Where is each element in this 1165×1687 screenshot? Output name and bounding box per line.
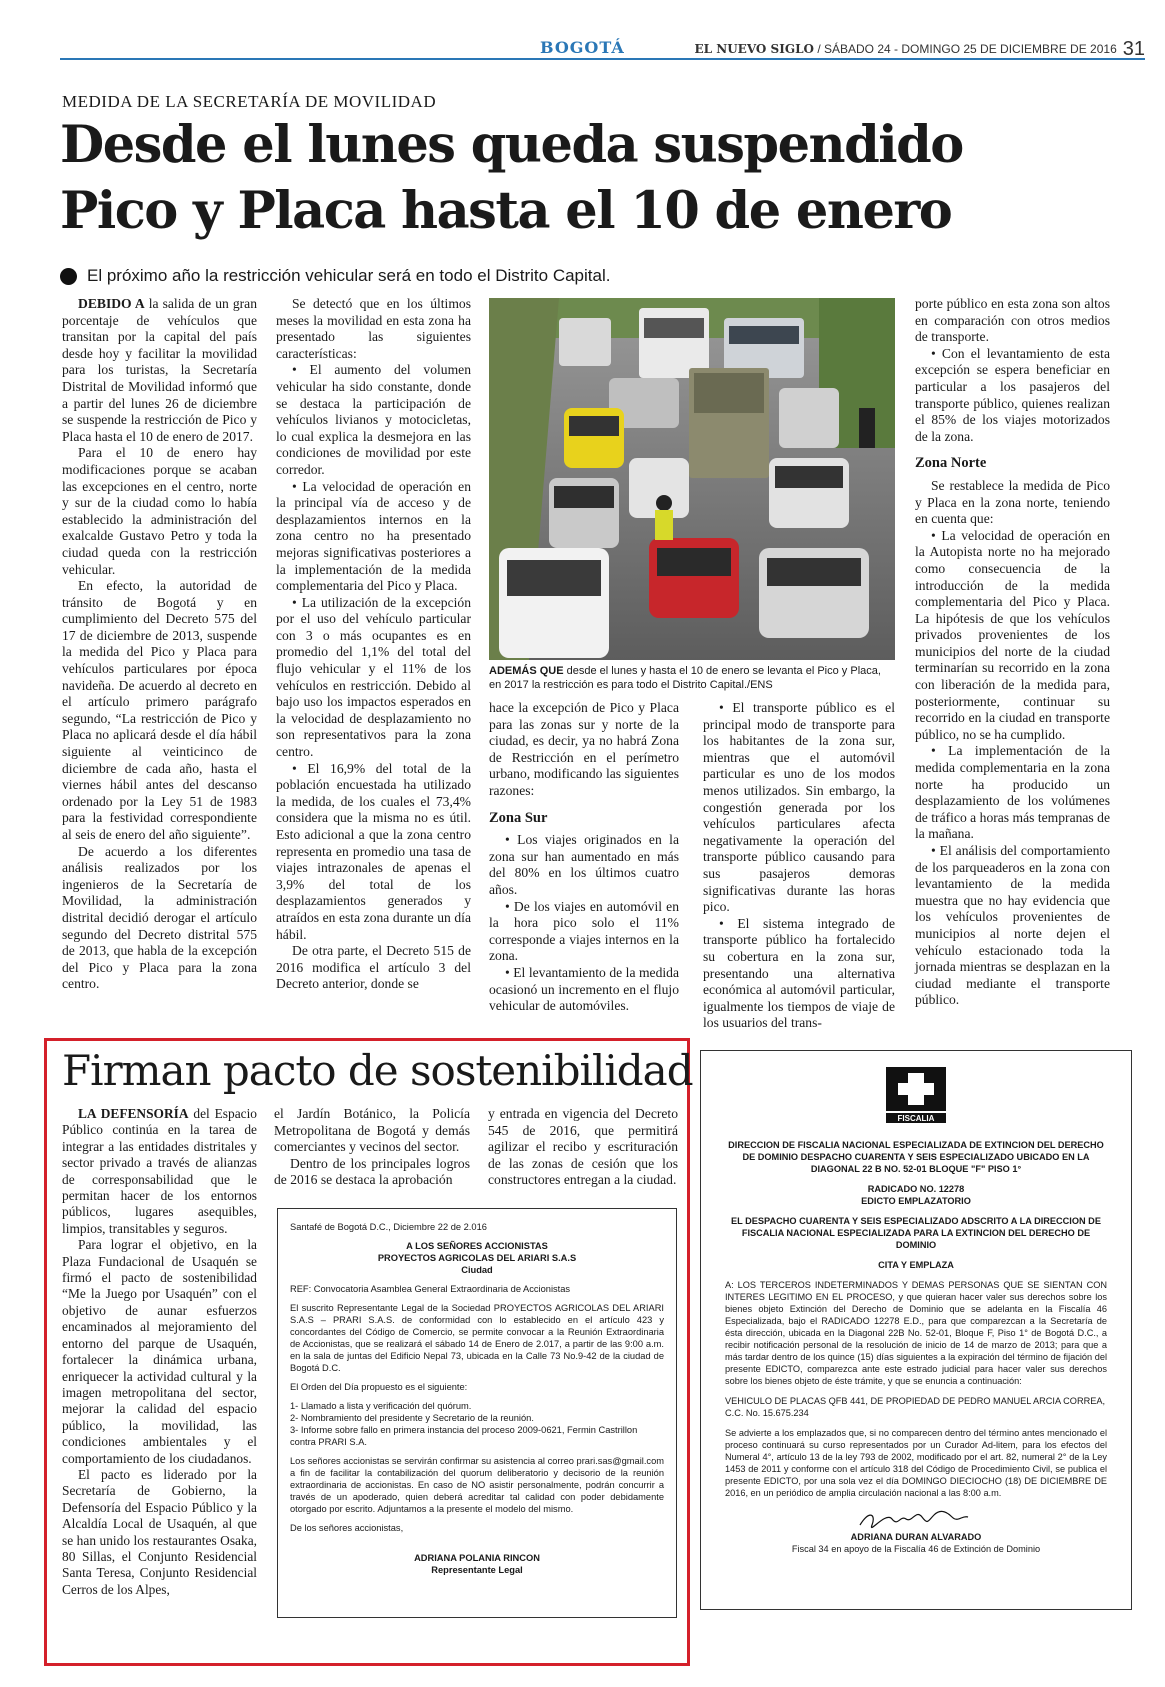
article-column-1: [62, 296, 257, 993]
photo-caption: ADEMÁS QUE desde el lunes y hasta el 10 de enero se levanta el Pico y Placa, en 2017 la restricción es para todo el Distrito Capital./ENS: [489, 665, 881, 691]
notice-body-2: Los señores accionistas se servirán confirmar su asistencia al correo prari.sas@gmail.com a fin de facilitar la contabilización del quorum deliberatorio y decisorio de la reunión extraordinaria de accionistas. En caso de NO asistir personalmente, podrán concurrir a través de un apoderado, quien deberá acreditar tal calidad con poder debidamente otorgado por escrito. Adjuntamos a la presente el modelo del mismo.: [290, 1456, 664, 1514]
sustainability-column-3: [488, 1106, 678, 1189]
edict-body-2: Se advierte a los emplazados que, si no comparecen dentro del término antes mencionado el proceso continuará su curso representados por un Curador Ad-litem, para los efectos del Numeral 4°, artículo 13 de la ley 793 de 2002, modificado por el art. 82, numeral 2° de la Ley 1453 de 2011 y conforme con el artículo 318 del Código de Procedimiento Civil, se publica el presente EDICTO, por una sola vez el día DOMINGO DIECIOCHO (18) DE DICIEMBRE DE 2016, en un periódico de amplia circulación nacional a las 8:00 a.m.: [725, 1428, 1107, 1498]
bullet-icon: [60, 268, 77, 285]
issue-date: / SÁBADO 24 - DOMINGO 25 DE DICIEMBRE DE 2016: [817, 42, 1117, 56]
fiscalia-edict: [700, 1050, 1132, 1610]
edict-role: Fiscal 34 en apoyo de la Fiscalía 46 de Extinción de Dominio: [791, 1544, 1041, 1554]
logo-text: FISCALIA: [897, 1114, 935, 1123]
article-kicker: MEDIDA DE LA SECRETARÍA DE MOVILIDAD: [62, 92, 437, 111]
paragraph: LA DEFENSORÍA del Espacio Público continúa en la tarea de integrar a las entidades distritales y sector privado a través de alianzas de corresponsabilidad que le permitan hacer de los entornos públicos, lugares asequibles, limpios, transitables y seguros.: [62, 1106, 257, 1236]
bullet-item: • La velocidad de operación en la Autopista norte no ha mejorado como consecuencia de la introducción de la medida complementaria del Pico y Placa. La hipótesis de que los vehículos privados provenientes de los municipios del norte de la ciudad terminarían su recorrido en la zona con liberación de la medida para, posteriormente, continuar su recorrido en la ciudad en transporte público, no se ha cumplido.: [915, 527, 1110, 742]
subheading: Zona Sur: [489, 809, 548, 826]
subheading: Zona Norte: [915, 455, 987, 472]
edict-body: A: LOS TERCEROS INDETERMINADOS Y DEMAS PERSONAS QUE SE SIENTAN CON INTERES LEGITIMO EN EL PROCESO, y que quieran hacer valer sus derechos sobre los bienes objeto Extinción del Derecho de Dominio que se adelanta en la Fiscalía 46 Especializada, bajo el RADICADO 12278 E.D., para que comparezcan a la Secretaría de ésta dirección, ubicada en la Diagonal 22B No. 52-01, Bloque F, Piso 1° de Bogotá D.C., a recibir notificación personal de la resolución de inicio de 14 de marzo de 2013; para que a más tardar dentro de los quince (15) días siguientes a la expiración del término de fijación del presente EDICTO, comparezca ante este estrado judicial para hacer valer sus derechos sobre los bienes objeto de éste trámite, y que se enuncia a continuación:: [725, 1280, 1107, 1386]
notice-to-3: Ciudad: [461, 1265, 493, 1275]
bullet-item: • El aumento del volumen vehicular ha sido constante, donde se destaca la participación de vehículos livianos y motocicletas, lo cual explica la desmejora en las condiciones de movilidad por este corredor.: [276, 362, 471, 477]
notice-close: De los señores accionistas,: [290, 1523, 404, 1533]
edict-heading-2: EL DESPACHO CUARENTA Y SEIS ESPECIALIZADO ADSCRITO A LA DIRECCION DE FISCALIA NACIONAL ESPECIALIZADA PARA LA EXTINCION DEL DERECHO DE DOMINIO: [731, 1216, 1101, 1250]
paper-name: EL NUEVO SIGLO: [694, 42, 814, 56]
agenda-item: 2- Nombramiento del presidente y Secretario de la reunión.: [290, 1413, 534, 1423]
bullet-item: • Los viajes originados en la zona sur han aumentado en más del 80% en los últimos cuatro años.: [489, 832, 679, 897]
page-number: 31: [1122, 38, 1145, 60]
paragraph: hace la excepción de Pico y Placa para las zonas sur y norte de la ciudad, es decir, ya no habrá Zona de Restricción en el perímetro urbano, modificando las siguientes razones:: [489, 700, 679, 798]
notice-role: Representante Legal: [431, 1565, 523, 1575]
handwritten-signature: [856, 1507, 976, 1531]
article-title: Desde el lunes queda suspendido Pico y Placa hasta el 10 de enero: [60, 115, 963, 241]
paragraph: El pacto es liderado por la Secretaría de Gobierno, la Defensoría del Espacio Público y la Alcaldía Local de Usaquén, al que se han unido los restaurantes Osaka, 80 Sillas, el Conjunto Residencial Santa Teresa, Conjunto Residencial Cerros de los Alpes,: [62, 1466, 257, 1597]
edict-radicado: RADICADO NO. 12278: [867, 1184, 965, 1194]
edict-heading: DIRECCION DE FISCALIA NACIONAL ESPECIALIZADA DE EXTINCION DEL DERECHO DE DOMINIO DESPACHO CUARENTA Y SEIS ESPECIALIZADO UBICADO EN LA DIAGONAL 22 B NO. 52-01 BLOQUE "F" PISO 1°: [728, 1140, 1104, 1174]
paragraph: y entrada en vigencia del Decreto 545 de 2016, que permitirá agilizar el recibo y escrituración de las zonas de cesión que los constructores entregan a la ciudad.: [488, 1106, 678, 1188]
notice-agenda: El Orden del Día propuesto es el siguiente:: [290, 1382, 468, 1392]
paragraph: Para el 10 de enero hay modificaciones porque se acaban las excepciones en el centro, norte y sur de la ciudad como lo había establecido la administración del exalcalde Gustavo Petro y toda la ciudad queda con la restricción vehicular.: [62, 445, 257, 577]
folio: [694, 38, 1145, 61]
paragraph: Para lograr el objetivo, en la Plaza Fundacional de Usaquén se firmó el pacto de sostenibilidad “Me la Juego por Usaquén” con el objetivo de aunar esfuerzos encaminados al mejoramiento del entorno del parque de Usaquén, fortalecer la dinámica urbana, enriquecer la actividad cultural y la imagen metropolitana del sector, mejorar la calidad del espacio público, la movilidad, las condiciones ambientales y el comportamiento de los ciudadanos.: [62, 1237, 257, 1466]
paragraph: De acuerdo a los diferentes análisis realizados por los ingenieros de la Secretaría de Movilidad, la administración distrital decidió derogar el artículo segundo del Decreto distrital 575 de 2013, que habla de la excepción del Pico y Placa para la zona centro.: [62, 843, 257, 992]
bullet-item: • La utilización de la excepción por el uso del vehículo particular con 3 o más ocupantes es en promedio del 1,1% del total del flujo vehicular y el 11% de los vehículos en restricción. Debido al bajo uso los impactos esperados en la velocidad de desplazamiento no son representativos para la zona centro.: [276, 594, 471, 760]
paragraph: De otra parte, el Decreto 515 de 2016 modifica el artículo 3 del Decreto anterior, donde se: [276, 943, 471, 992]
notice-body: El suscrito Representante Legal de la Sociedad PROYECTOS AGRICOLAS DEL ARIARI S.A.S – PRARI S.A.S. de conformidad con lo establecido en el artículo 423 y concordantes del Código de Comercio, se permite convocar a la Reunión Extraordinaria de Accionistas, que se realizará el sábado 14 de Enero de 2.017, a partir de las 9:00 a.m. en la sala de juntas del Edificio Nepal 73, ubicada en la Calle 73 No.9-42 de la ciudad de Bogotá D.C.: [290, 1303, 664, 1373]
article-column-3: [489, 700, 679, 1015]
bullet-item: • El 16,9% del total de la población encuestada ha utilizado la medida, de los cuales el 73,4% considera que la misma no es útil. Esto adicional a que la zona centro representa en promedio una tasa de viajes intrazonales de apenas el 3,9% del total de los desplazamientos generados y atraídos en esta zona durante un día hábil.: [276, 760, 471, 942]
agenda-item: 3- Informe sobre fallo en primera instancia del proceso 2009-0621, Fermin Castrillon contra PRARI S.A.: [290, 1425, 638, 1447]
bullet-item: • El transporte público es el principal modo de transporte para los habitantes de la zona sur, mientras que el automóvil particular es uno de los modos menos utilizados. Sin embargo, la congestión generada por los vehículos particulares afecta negativamente la operación del transporte público causando para sus pasajeros demoras significativas durante las horas pico.: [703, 700, 895, 915]
notice-to-2: PROYECTOS AGRICOLAS DEL ARIARI S.A.S: [377, 1253, 577, 1263]
subtitle-text: El próximo año la restricción vehicular será en todo el Distrito Capital.: [87, 266, 611, 285]
article-column-5: [915, 296, 1110, 1009]
notice-date: Santafé de Bogotá D.C., Diciembre 22 de 2.016: [290, 1222, 487, 1232]
bullet-item: • El análisis del comportamiento de los parqueaderos en la zona con levantamiento de la medida muestra que no hay evidencia que los vehículos provenientes de municipios al norte dejen el vehículo estacionado toda la jornada mientras se desplazan en la ciudad mediante el transporte público.: [915, 843, 1110, 1008]
shareholders-notice: [277, 1208, 677, 1618]
paragraph: Dentro de los principales logros de 2016 se destaca la aprobación: [274, 1155, 470, 1188]
article-column-2: [276, 296, 471, 993]
article-column-4: [703, 700, 895, 1032]
paragraph: porte público en esta zona son altos en comparación con otros medios de transporte.: [915, 296, 1110, 345]
edict-cita: CITA Y EMPLAZA: [878, 1260, 954, 1270]
paragraph: DEBIDO A la salida de un gran porcentaje de vehículos que transitan por la capital del país desde hoy y facilitar la movilidad para los turistas, la Secretaría Distrital de Movilidad informó que a partir del lunes 26 de diciembre se suspende la restricción de Pico y Placa hasta el 10 de enero de 2017.: [62, 296, 257, 444]
paragraph: el Jardín Botánico, la Policía Metropolitana de Bogotá y demás comerciantes y vecinos del sector.: [274, 1106, 470, 1155]
bullet-item: • Con el levantamiento de esta excepción se espera beneficiar en particular a los pasajeros del transporte público, quienes realizan el 85% de los viajes motorizados de la zona.: [915, 345, 1110, 444]
edict-vehicle: VEHICULO DE PLACAS QFB 441, DE PROPIEDAD DE PEDRO MANUEL ARCIA CORREA, C.C. No. 15.675.234: [725, 1396, 1106, 1418]
bullet-item: • El sistema integrado de transporte público ha fortalecido su cobertura en la zona sur, presentando una alternativa económica al automóvil particular, igualmente los tiempos de viaje de los usuarios del trans-: [703, 915, 895, 1031]
edict-type: EDICTO EMPLAZATORIO: [861, 1196, 971, 1206]
notice-to-1: A LOS SEÑORES ACCIONISTAS: [406, 1241, 548, 1251]
agenda-item: 1- Llamado a lista y verificación del quórum.: [290, 1401, 472, 1411]
bullet-item: • El levantamiento de la medida ocasionó un incremento en el flujo vehicular de automóviles.: [489, 964, 679, 1014]
edict-signature: ADRIANA DURAN ALVARADO: [850, 1532, 982, 1542]
bullet-item: • De los viajes en automóvil en la hora pico solo el 11% corresponde a viajes internos en la zona.: [489, 898, 679, 964]
sustainability-title: Firman pacto de sostenibilidad: [62, 1046, 693, 1095]
traffic-photo: [489, 298, 895, 660]
paragraph: Se restablece la medida de Pico y Placa en la zona norte, teniendo en cuenta que:: [915, 477, 1110, 527]
notice-ref: REF: Convocatoria Asamblea General Extraordinaria de Accionistas: [290, 1284, 571, 1294]
article-subtitle: [60, 266, 610, 286]
bullet-item: • La implementación de la medida complementaria en la zona norte ha producido un desplazamiento de los volúmenes de tráfico a horas más tempranas de la mañana.: [915, 743, 1110, 842]
bullet-item: • La velocidad de operación en la principal vía de acceso y de desplazamientos internos en la zona centro no ha presentado mejoras significativas posteriores a la implementación de la medida complementaria del Pico y Placa.: [276, 478, 471, 594]
section-name: BOGOTÁ: [540, 38, 625, 57]
sustainability-column-2: [274, 1106, 470, 1189]
sustainability-column-1: [62, 1106, 257, 1598]
notice-signature: ADRIANA POLANIA RINCON: [414, 1553, 540, 1563]
traffic-photo-illustration: [489, 298, 895, 660]
paragraph: Se detectó que en los últimos meses la movilidad en esta zona ha presentado las siguientes características:: [276, 296, 471, 361]
paragraph: En efecto, la autoridad de tránsito de Bogotá y en cumplimiento del Decreto 575 del 17 de diciembre de 2013, suspende la medida del Pico y Placa para vehículos particulares por época navideña. De acuerdo al decreto en el artículo primero parágrafo segundo, “La restricción de Pico y Placa no aplicará desde el día hábil siguiente al veinticinco de diciembre de cada año, hasta el viernes hábil antes del descanso ordenado por la Ley 51 de 1983 para la festividad correspondiente al seis de enero del año siguiente”.: [62, 578, 257, 842]
